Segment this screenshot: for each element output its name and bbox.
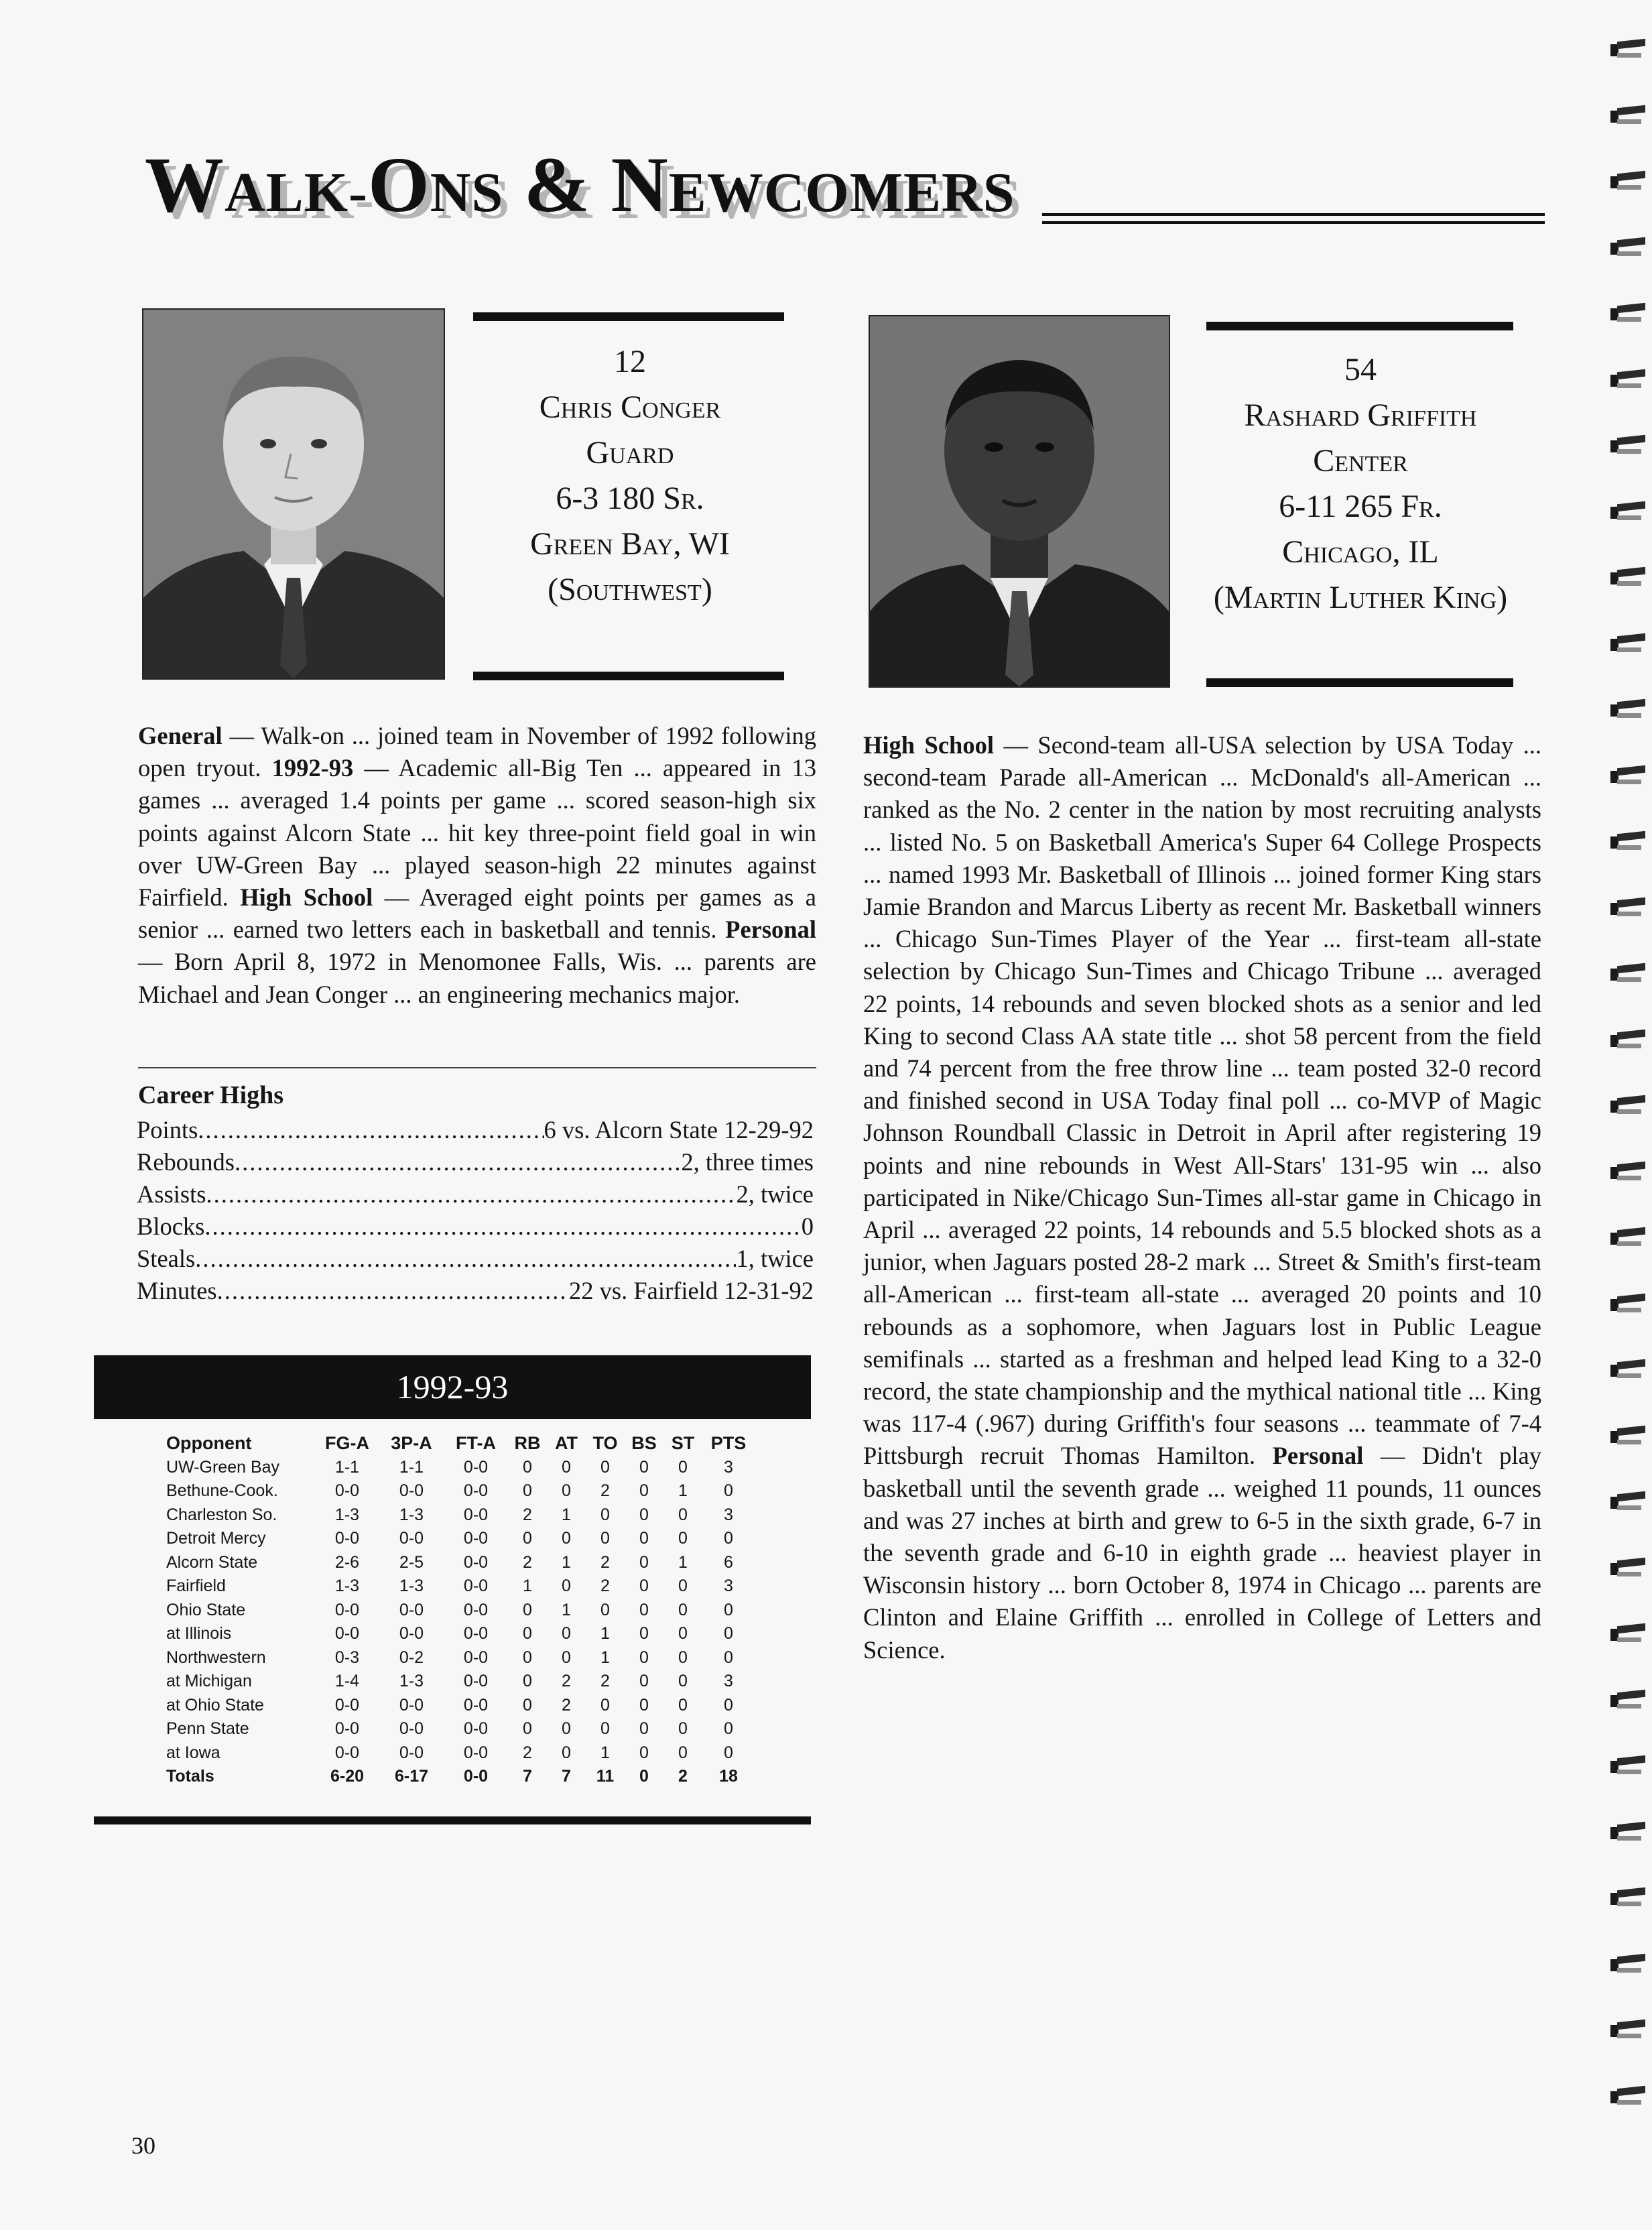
stats-footer-bar: [94, 1816, 811, 1824]
table-cell: at Iowa: [166, 1743, 220, 1762]
table-cell: 2: [523, 1505, 532, 1524]
table-row: [166, 1456, 755, 1480]
table-cell: 6-20: [330, 1767, 365, 1786]
career-row: Minutes ..... 22 vs. Fairfield 12-31-92: [137, 1275, 814, 1307]
player-name: Chris Conger: [539, 389, 721, 425]
name-bar-bottom: [1206, 678, 1513, 687]
table-cell: 2: [523, 1743, 532, 1762]
binding-ring: [1610, 1955, 1645, 1975]
table-cell: 0-0: [334, 1481, 360, 1500]
table-cell: 0-0: [463, 1719, 489, 1738]
spiral-binding: [1598, 40, 1652, 2212]
binding-ring: [1610, 172, 1645, 192]
table-cell: 18: [719, 1767, 738, 1786]
table-cell: 0: [523, 1648, 532, 1667]
table-cell: 0: [724, 1481, 733, 1500]
table-cell: 0-0: [399, 1695, 424, 1715]
table-cell: 0-0: [334, 1624, 360, 1643]
table-cell: 0: [562, 1529, 571, 1548]
binding-ring: [1610, 1625, 1645, 1645]
binding-ring: [1610, 1559, 1645, 1579]
binding-ring: [1610, 1427, 1645, 1447]
table-cell: 0: [639, 1743, 649, 1762]
col-header: TO: [592, 1433, 618, 1453]
binding-ring: [1610, 107, 1645, 127]
career-row: Steals ..... 1, twice: [137, 1243, 814, 1275]
col-header: FG-A: [325, 1433, 369, 1453]
table-cell: 6: [724, 1552, 733, 1572]
table-cell: 0: [724, 1648, 733, 1667]
col-header: ST: [671, 1433, 695, 1453]
table-cell: at Illinois: [166, 1624, 232, 1643]
table-cell: 0-0: [463, 1481, 489, 1500]
binding-ring: [1610, 568, 1645, 589]
table-cell: 0: [678, 1505, 688, 1524]
col-header: BS: [631, 1433, 657, 1453]
table-cell: 0: [562, 1648, 571, 1667]
table-cell: Penn State: [166, 1719, 249, 1738]
table-row: [166, 1717, 755, 1741]
table-cell: 0: [678, 1624, 688, 1643]
table-cell: 0: [600, 1505, 610, 1524]
table-cell: 2: [678, 1767, 688, 1786]
table-cell: 0-0: [399, 1624, 424, 1643]
table-cell: 1-1: [334, 1457, 360, 1477]
table-row: [166, 1670, 755, 1694]
table-cell: 0: [523, 1529, 532, 1548]
binding-ring: [1610, 436, 1645, 456]
col-header: Opponent: [166, 1433, 252, 1453]
name-bar-top: [1206, 322, 1513, 330]
section-divider: [138, 1067, 816, 1068]
page-number: 30: [131, 2132, 155, 2159]
table-cell: 0: [678, 1576, 688, 1595]
table-cell: 1: [600, 1648, 610, 1667]
table-cell: 0: [639, 1767, 649, 1786]
table-cell: 2: [600, 1672, 610, 1690]
table-cell: 0: [639, 1695, 649, 1715]
table-cell: 0-0: [463, 1529, 489, 1548]
name-bar-bottom: [473, 672, 784, 680]
season-stats: [94, 1355, 811, 1824]
table-row: [166, 1741, 755, 1766]
table-cell: 1: [600, 1624, 610, 1643]
player-position: Center: [1313, 443, 1408, 479]
table-cell: 0-0: [463, 1648, 489, 1667]
table-cell: 0: [639, 1672, 649, 1690]
table-cell: 0-0: [334, 1529, 360, 1548]
table-cell: Detroit Mercy: [166, 1529, 266, 1548]
table-cell: 0: [639, 1457, 649, 1477]
table-cell: 0: [678, 1648, 688, 1667]
totals-row: [166, 1765, 755, 1789]
table-row: [166, 1694, 755, 1718]
binding-ring: [1610, 40, 1645, 60]
table-cell: 0-0: [463, 1743, 489, 1762]
table-cell: 0-0: [463, 1600, 489, 1619]
table-cell: 2: [600, 1576, 610, 1595]
table-cell: 0: [639, 1624, 649, 1643]
table-row: [166, 1599, 755, 1623]
binding-ring: [1610, 1163, 1645, 1183]
table-cell: 1-4: [334, 1672, 360, 1690]
table-cell: 3: [724, 1505, 733, 1524]
career-highs-title: Career Highs: [138, 1081, 284, 1109]
table-cell: Charleston So.: [166, 1505, 277, 1524]
table-row: [166, 1622, 755, 1646]
career-row: Assists ..... 2, twice: [137, 1178, 814, 1211]
stats-table: [166, 1432, 755, 1789]
table-cell: 6-17: [394, 1767, 429, 1786]
table-cell: 0: [600, 1719, 610, 1738]
table-cell: 3: [724, 1672, 733, 1690]
table-cell: 2-5: [399, 1552, 424, 1572]
table-cell: 0: [724, 1529, 733, 1548]
binding-ring: [1610, 1889, 1645, 1909]
binding-ring: [1610, 1757, 1645, 1777]
table-cell: Northwestern: [166, 1648, 266, 1667]
table-cell: 0: [523, 1719, 532, 1738]
table-cell: 0: [678, 1695, 688, 1715]
table-cell: 3: [724, 1457, 733, 1477]
table-cell: at Ohio State: [166, 1695, 264, 1715]
binding-ring: [1610, 767, 1645, 787]
table-row: [166, 1527, 755, 1551]
table-cell: 7: [523, 1767, 532, 1786]
col-header: PTS: [710, 1433, 747, 1453]
player-info-griffith: [1180, 347, 1541, 621]
table-cell: 0-0: [334, 1743, 360, 1762]
player-bio-griffith: High School — Second-team all-USA selection by USA Today ... second-team Parade all-American ... McDonald's all-American ... ranked as the No. 2 center in the nation by most recruiting analysts ... listed No. 5 on Basketball America's Super 64 College Prospects ... named 1993 Mr. Basketball of Illinois ... joined former King stars Jamie Brandon and Marcus Liberty as recent Mr. Basketball winners ... Chicago Sun-Times Player of the Year ... first-team all-state selection by Chicago Sun-Times and Chicago Tribune ... averaged 22 points, 14 rebounds and seven blocked shots as a senior and led King to second Class AA state title ... shot 58 percent from the field and 74 percent from the free throw line ... team posted 32-0 record and finished second in USA Today final poll ... co-MVP of Magic Johnson Roundball Classic in Detroit in April after registering 19 points and nine rebounds in West All-Stars' 131-95 win ... also participated in Nike/Chicago Sun-Times all-star game in Chicago in April ... averaged 22 points, 14 rebounds and 5.5 blocked shots as a junior, when Jaguars posted 28-2 mark ... Street & Smith's first-team all-American ... first-team all-state ... averaged 20 points and 10 rebounds as a sophomore, when Jaguars lost in Public League semifinals ... started as a freshman and helped lead King to a 32-0 record, the state championship and the mythical national title ... King was 117-4 (.967) during Griffith's four seasons ... teammate of 7-4 Pittsburgh recruit Thomas Hamilton. Personal — Didn't play basketball until the seventh grade ... weighed 11 pounds, 11 ounces and was 27 inches at birth and grew to 6-5 in the sixth grade, 6-7 in the seventh grade and 6-10 in eighth grade ... heaviest player in Wisconsin history ... born October 8, 1974 in Chicago ... parents are Clinton and Elaine Griffith ... enrolled in College of Letters and Science.: [863, 731, 1541, 1664]
binding-ring: [1610, 2087, 1645, 2107]
binding-ring: [1610, 1691, 1645, 1711]
table-cell: 0: [678, 1529, 688, 1548]
table-row: [166, 1574, 755, 1599]
table-cell: 0-0: [463, 1695, 489, 1715]
binding-ring: [1610, 635, 1645, 655]
table-cell: 0: [523, 1457, 532, 1477]
player-size: 6-3 180 Sr.: [556, 481, 704, 516]
table-cell: 1-1: [399, 1457, 424, 1477]
table-cell: 3: [724, 1576, 733, 1595]
binding-ring: [1610, 1493, 1645, 1513]
player-high-school: (Martin Luther King): [1213, 580, 1508, 615]
table-cell: 0: [523, 1624, 532, 1643]
table-cell: 1-3: [334, 1505, 360, 1524]
title-rule: [1042, 213, 1545, 224]
table-cell: 0: [724, 1719, 733, 1738]
binding-ring: [1610, 832, 1645, 853]
table-cell: 0-0: [463, 1624, 489, 1643]
table-cell: 0: [639, 1505, 649, 1524]
table-cell: 0: [639, 1600, 649, 1619]
player-name: Rashard Griffith: [1244, 397, 1477, 433]
table-cell: Totals: [166, 1767, 214, 1786]
player-photo-conger: [142, 308, 445, 680]
table-cell: 1: [678, 1481, 688, 1500]
table-cell: 0: [678, 1672, 688, 1690]
table-cell: 0-0: [334, 1600, 360, 1619]
table-row: [166, 1646, 755, 1670]
col-header: AT: [555, 1433, 578, 1453]
table-cell: 0: [562, 1719, 571, 1738]
table-cell: 0: [639, 1719, 649, 1738]
table-row: [166, 1551, 755, 1575]
binding-ring: [1610, 965, 1645, 985]
table-cell: 0: [678, 1600, 688, 1619]
table-cell: 0: [523, 1672, 532, 1690]
table-cell: UW-Green Bay: [166, 1457, 280, 1477]
binding-ring: [1610, 1097, 1645, 1117]
binding-ring: [1610, 239, 1645, 259]
table-cell: 0: [562, 1457, 571, 1477]
table-cell: 0-2: [399, 1648, 424, 1667]
table-cell: 0: [600, 1600, 610, 1619]
table-cell: 0: [600, 1695, 610, 1715]
table-cell: 0: [678, 1743, 688, 1762]
table-cell: 0-0: [399, 1529, 424, 1548]
player-number: 12: [614, 344, 646, 379]
table-cell: 0-0: [334, 1695, 360, 1715]
table-cell: 0: [678, 1719, 688, 1738]
table-cell: 0-3: [334, 1648, 360, 1667]
table-cell: 7: [562, 1767, 571, 1786]
player-bio-conger: General — Walk-on ... joined team in November of 1992 following open tryout. 1992-93 — Academic all-Big Ten ... appeared in 13 games ... averaged 1.4 points per game ... scored season-high six points against Alcorn State ... hit key three-point field goal in win over UW-Green Bay ... played season-high 22 minutes against Fairfield. High School — Averaged eight points per games as a senior ... earned two letters each in basketball and tennis. Personal — Born April 8, 1972 in Menomonee Falls, Wis. ... parents are Michael and Jean Conger ... an engineering mechanics major.: [138, 722, 817, 1008]
stats-season-header: 1992-93: [94, 1355, 811, 1419]
binding-ring: [1610, 899, 1645, 919]
table-cell: 1-3: [399, 1505, 424, 1524]
table-cell: Fairfield: [166, 1576, 226, 1595]
table-cell: at Michigan: [166, 1672, 252, 1690]
player-hometown: Chicago, IL: [1282, 534, 1439, 570]
col-header: RB: [514, 1433, 541, 1453]
table-cell: 0: [639, 1648, 649, 1667]
table-cell: 2: [523, 1552, 532, 1572]
career-highs-list: [137, 1114, 814, 1307]
table-cell: 2: [600, 1481, 610, 1500]
table-cell: 2: [562, 1695, 571, 1715]
table-cell: 0-0: [334, 1719, 360, 1738]
table-cell: 0-0: [463, 1672, 489, 1690]
career-row: Blocks ..... 0: [137, 1211, 814, 1243]
table-cell: 1: [562, 1600, 571, 1619]
binding-ring: [1610, 1361, 1645, 1381]
table-cell: 1: [523, 1576, 532, 1595]
table-cell: 0: [724, 1600, 733, 1619]
table-cell: 2: [600, 1552, 610, 1572]
table-cell: 1: [562, 1505, 571, 1524]
table-cell: 0: [678, 1457, 688, 1477]
table-cell: 0: [562, 1624, 571, 1643]
table-cell: Alcorn State: [166, 1552, 258, 1572]
player-size: 6-11 265 Fr.: [1279, 489, 1442, 524]
player-high-school: (Southwest): [548, 572, 712, 607]
player-position: Guard: [586, 435, 674, 471]
table-cell: 0: [562, 1743, 571, 1762]
page-title: WALK-ONS & NEWCOMERS: [145, 141, 1015, 229]
table-cell: 0: [639, 1552, 649, 1572]
stats-header-row: [166, 1432, 755, 1456]
player-hometown: Green Bay, WI: [530, 526, 730, 562]
binding-ring: [1610, 1823, 1645, 1843]
table-cell: 0: [724, 1695, 733, 1715]
table-cell: 0: [523, 1695, 532, 1715]
table-cell: 0-0: [463, 1457, 489, 1477]
career-row: Points ..... 6 vs. Alcorn State 12-29-92: [137, 1114, 814, 1146]
table-cell: 0-0: [463, 1767, 489, 1786]
table-cell: 0: [523, 1600, 532, 1619]
binding-ring: [1610, 503, 1645, 523]
table-cell: 0: [562, 1481, 571, 1500]
table-cell: 1-3: [334, 1576, 360, 1595]
table-cell: Ohio State: [166, 1600, 246, 1619]
table-row: [166, 1503, 755, 1528]
table-cell: Bethune-Cook.: [166, 1481, 278, 1500]
table-cell: 1: [562, 1552, 571, 1572]
table-cell: 0-0: [399, 1743, 424, 1762]
table-cell: 0-0: [463, 1552, 489, 1572]
binding-ring: [1610, 304, 1645, 324]
binding-ring: [1610, 2021, 1645, 2041]
table-cell: 1: [600, 1743, 610, 1762]
table-cell: 0: [724, 1624, 733, 1643]
player-info-conger: [469, 339, 791, 613]
table-row: [166, 1479, 755, 1503]
binding-ring: [1610, 1229, 1645, 1249]
binding-ring: [1610, 371, 1645, 391]
name-bar-top: [473, 312, 784, 321]
player-photo-griffith: [869, 315, 1170, 688]
table-cell: 1: [678, 1552, 688, 1572]
table-cell: 0-0: [399, 1600, 424, 1619]
table-cell: 1-3: [399, 1672, 424, 1690]
table-cell: 0: [639, 1481, 649, 1500]
table-cell: 2: [562, 1672, 571, 1690]
career-row: Rebounds ..... 2, three times: [137, 1146, 814, 1178]
table-cell: 0-0: [399, 1481, 424, 1500]
table-cell: 0: [639, 1576, 649, 1595]
table-cell: 0-0: [463, 1576, 489, 1595]
binding-ring: [1610, 1031, 1645, 1051]
col-header: FT-A: [456, 1433, 496, 1453]
player-number: 54: [1344, 352, 1377, 387]
binding-ring: [1610, 1295, 1645, 1315]
table-cell: 0: [724, 1743, 733, 1762]
table-cell: 11: [596, 1767, 615, 1786]
table-cell: 0: [639, 1529, 649, 1548]
table-cell: 0: [562, 1576, 571, 1595]
table-cell: 0-0: [399, 1719, 424, 1738]
table-cell: 0: [523, 1481, 532, 1500]
table-cell: 2-6: [334, 1552, 360, 1572]
table-cell: 0: [600, 1529, 610, 1548]
binding-ring: [1610, 700, 1645, 721]
table-cell: 0: [600, 1457, 610, 1477]
table-cell: 0-0: [463, 1505, 489, 1524]
col-header: 3P-A: [391, 1433, 432, 1453]
table-cell: 1-3: [399, 1576, 424, 1595]
